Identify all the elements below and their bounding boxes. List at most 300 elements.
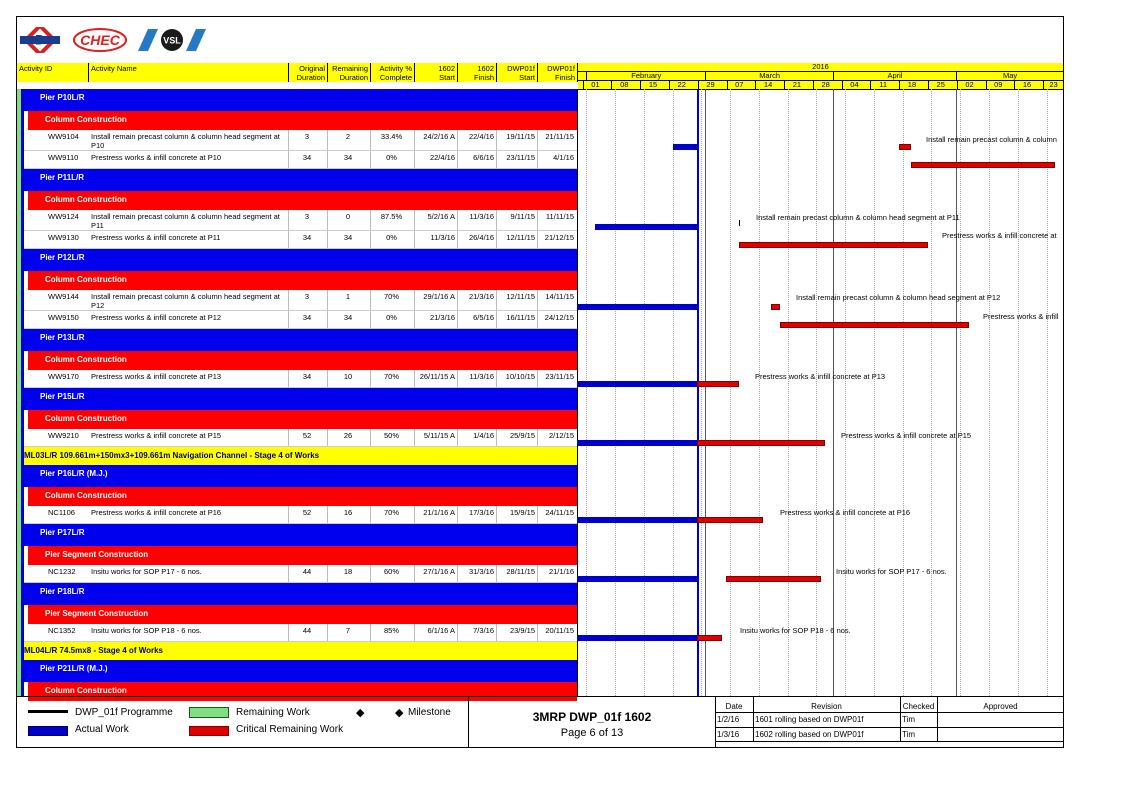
cell-name: Prestress works & infill concrete at P16	[91, 509, 222, 517]
table-row	[24, 151, 577, 169]
cell-s1: 21/1/16 A	[423, 509, 455, 517]
cell-divider	[414, 506, 415, 524]
cell-divider	[370, 429, 371, 447]
revision-cell: 1/2/16	[717, 715, 740, 724]
cell-divider	[288, 429, 289, 447]
legend-milestone: Milestone	[408, 707, 451, 718]
cell-divider	[457, 311, 458, 329]
cell-divider	[537, 290, 538, 311]
milestone-icon: ◆	[356, 707, 365, 719]
group-band	[24, 642, 577, 660]
bar-critical-ww9144	[771, 304, 779, 310]
timescale-line-3	[578, 89, 1063, 90]
legend-remaining: Remaining Work	[236, 707, 310, 718]
group-band	[28, 191, 577, 210]
week-label: 21	[784, 80, 809, 89]
bar-label: Insitu works for SOP P17 - 6 nos.	[836, 567, 947, 576]
cell-f2: 21/1/16	[548, 568, 574, 576]
cell-divider	[414, 565, 415, 583]
revision-vline	[753, 697, 754, 741]
bar-actual-nc1232	[577, 576, 697, 582]
group-band	[24, 465, 577, 487]
bar-critical-nc1106	[697, 517, 763, 523]
cell-id: WW9144	[48, 293, 79, 301]
week-label: 16	[1014, 80, 1039, 89]
cell-divider	[496, 565, 497, 583]
group-label: Column Construction	[45, 414, 127, 423]
svg-text:D: D	[34, 31, 46, 48]
cell-divider	[288, 624, 289, 642]
cell-divider	[414, 210, 415, 231]
cell-pct: 0%	[386, 234, 397, 242]
group-label: Pier P13L/R	[40, 333, 85, 342]
cell-divider	[327, 151, 328, 169]
cell-divider	[370, 231, 371, 249]
revision-hline	[715, 712, 1064, 713]
week-label: 18	[899, 80, 924, 89]
vsl-logo	[138, 27, 208, 53]
grid-line-month	[833, 89, 834, 696]
grid-line-week	[960, 89, 961, 696]
table-row	[24, 231, 577, 249]
legend-actual-swatch	[28, 726, 68, 736]
table-row	[24, 311, 577, 329]
cell-pct: 33.4%	[380, 133, 403, 141]
bar-critical-ww9150	[780, 322, 969, 328]
group-label: Column Construction	[45, 686, 127, 695]
cell-s2: 12/11/15	[506, 234, 535, 242]
grid-line-week	[989, 89, 990, 696]
cell-od: 44	[302, 568, 312, 576]
week-label: 11	[870, 80, 895, 89]
cell-divider	[288, 370, 289, 388]
cell-s2: 23/11/15	[506, 154, 535, 162]
group-band	[24, 329, 577, 351]
bar-label: Insitu works for SOP P18 - 6 nos.	[740, 626, 851, 635]
svg-text:VSL: VSL	[163, 35, 181, 46]
group-label: Pier P11L/R	[40, 173, 85, 182]
group-band	[24, 169, 577, 191]
column-header-finish-dwp: DWP01f Finish	[538, 63, 578, 82]
grid-line-week	[730, 89, 731, 696]
group-label: Column Construction	[45, 115, 127, 124]
bar-actual-ww9104	[673, 144, 698, 150]
cell-name: Prestress works & infill concrete at P13	[91, 373, 222, 381]
bar-actual-ww9210	[577, 440, 697, 446]
cell-f1: 1/4/16	[473, 432, 494, 440]
cell-divider	[537, 565, 538, 583]
group-label: Pier P18L/R	[40, 587, 85, 596]
cell-divider	[457, 370, 458, 388]
cell-divider	[288, 311, 289, 329]
revision-hline	[715, 727, 1064, 728]
group-label: Pier P10L/R	[40, 93, 85, 102]
group-band	[28, 605, 577, 624]
cell-f2: 4/1/16	[553, 154, 574, 162]
cell-od: 34	[302, 154, 312, 162]
group-label: Pier P21L/R (M.J.)	[40, 664, 108, 673]
bar-critical-ww9130	[739, 242, 928, 248]
cell-divider	[327, 565, 328, 583]
cell-id: WW9110	[48, 154, 79, 162]
cell-s1: 24/2/16 A	[423, 133, 455, 141]
cell-rd: 26	[343, 432, 353, 440]
cell-divider	[327, 231, 328, 249]
cell-divider	[414, 429, 415, 447]
grid-line-week	[759, 89, 760, 696]
revision-vline	[937, 697, 938, 741]
bar-actual-ww9170	[577, 381, 697, 387]
group-band	[28, 487, 577, 506]
cell-s2: 28/11/15	[506, 568, 535, 576]
cell-divider	[370, 506, 371, 524]
revision-cell: 1601 rolling based on DWP01f	[755, 715, 864, 724]
cell-id: WW9210	[48, 432, 79, 440]
cell-f1: 11/3/16	[469, 213, 494, 221]
cell-od: 44	[302, 627, 312, 635]
week-label: 14	[755, 80, 780, 89]
cell-divider	[288, 231, 289, 249]
legend-remaining-swatch	[189, 707, 229, 718]
cell-id: WW9104	[48, 133, 79, 141]
cell-divider	[537, 311, 538, 329]
week-label: 09	[986, 80, 1011, 89]
week-label: 22	[669, 80, 694, 89]
cell-divider	[370, 624, 371, 642]
cell-pct: 85%	[383, 627, 399, 635]
cell-f1: 26/4/16	[468, 234, 494, 242]
week-label: 29	[698, 80, 723, 89]
revision-header: Checked	[902, 702, 935, 711]
grid-line-week	[1047, 89, 1048, 696]
table-row	[24, 290, 577, 311]
cell-divider	[327, 624, 328, 642]
table-row	[24, 370, 577, 388]
group-label: Pier Segment Construction	[45, 609, 149, 618]
cell-divider	[414, 151, 415, 169]
cell-id: WW9124	[48, 213, 79, 221]
cell-f2: 2/12/15	[548, 432, 574, 440]
cell-s2: 23/9/15	[509, 627, 535, 635]
cell-id: WW9150	[48, 314, 79, 322]
milestone-icon-2: ◆	[395, 707, 404, 719]
cell-s1: 27/1/16 A	[423, 568, 455, 576]
cell-id: NC1352	[48, 627, 76, 635]
cell-f2: 20/11/15	[545, 627, 574, 635]
cell-rd: 7	[345, 627, 351, 635]
cell-pct: 60%	[383, 568, 399, 576]
revision-vline	[900, 697, 901, 741]
bar-actual-nc1106	[577, 517, 697, 523]
legend-actual: Actual Work	[75, 724, 129, 735]
cell-divider	[327, 290, 328, 311]
cell-divider	[288, 130, 289, 151]
bar-critical-ww9104	[899, 144, 911, 150]
week-label: 07	[727, 80, 752, 89]
timescale-year: 2016	[812, 62, 829, 71]
group-label: Pier P17L/R	[40, 528, 85, 537]
bar-critical-nc1352	[697, 635, 722, 641]
cell-divider	[457, 506, 458, 524]
cell-s2: 25/9/15	[509, 432, 535, 440]
cell-divider	[537, 210, 538, 231]
group-label: Pier P12L/R	[40, 253, 85, 262]
cell-f2: 11/11/15	[545, 213, 574, 221]
cell-divider	[537, 231, 538, 249]
cell-divider	[496, 210, 497, 231]
revision-header: Revision	[811, 702, 842, 711]
group-label: Column Construction	[45, 355, 127, 364]
cell-divider	[414, 130, 415, 151]
group-label: ML03L/R 109.661m+150mx3+109.661m Navigation Channel - Stage 4 of Works	[24, 451, 320, 460]
cell-name: Prestress works & infill concrete at P11	[91, 234, 221, 242]
week-label: 04	[842, 80, 867, 89]
cell-divider	[370, 565, 371, 583]
cell-f1: 6/6/16	[473, 154, 494, 162]
cell-f2: 24/12/15	[544, 314, 574, 322]
cell-rd: 34	[343, 314, 353, 322]
cell-divider	[327, 311, 328, 329]
gantt-left-border	[577, 89, 578, 696]
bar-label: Prestress works & infill concrete at P13	[755, 372, 886, 381]
cell-divider	[496, 506, 497, 524]
grid-line-week	[788, 89, 789, 696]
group-label: Pier Segment Construction	[45, 550, 149, 559]
cell-divider	[496, 151, 497, 169]
cell-id: NC1232	[48, 568, 76, 576]
cell-s2: 10/10/15	[505, 373, 535, 381]
group-label: Pier P15L/R	[40, 392, 85, 401]
cell-rd: 2	[345, 133, 351, 141]
cell-divider	[457, 624, 458, 642]
cell-od: 3	[304, 213, 310, 221]
grid-line-month	[705, 89, 706, 696]
cell-f1: 17/3/16	[468, 509, 494, 517]
cell-divider	[496, 290, 497, 311]
table-row	[24, 210, 577, 231]
bar-actual-nc1352	[577, 635, 697, 641]
cell-divider	[327, 210, 328, 231]
table-row	[24, 565, 577, 583]
group-label: Column Construction	[45, 275, 127, 284]
cell-s2: 15/9/15	[509, 509, 535, 517]
group-band	[24, 89, 577, 111]
legend-programme-swatch	[28, 710, 68, 713]
bar-critical-ww9210	[697, 440, 824, 446]
revision-header: Approved	[983, 702, 1018, 711]
month-label-february: February	[586, 71, 705, 80]
cell-f1: 11/3/16	[469, 373, 494, 381]
cell-pct: 0%	[386, 154, 397, 162]
grid-line-week	[845, 89, 846, 696]
cell-name: Install remain precast column & column head segment at P12	[91, 293, 280, 310]
cell-rd: 16	[343, 509, 353, 517]
cell-name: Prestress works & infill concrete at P10	[91, 154, 222, 162]
grid-line-week	[615, 89, 616, 696]
group-label: Column Construction	[45, 491, 127, 500]
cell-divider	[457, 151, 458, 169]
cell-divider	[370, 130, 371, 151]
group-label: Pier P16L/R (M.J.)	[40, 469, 108, 478]
cell-divider	[537, 130, 538, 151]
column-header-activity-id: Activity ID	[17, 63, 89, 82]
cell-f2: 14/11/15	[545, 293, 574, 301]
week-label: 28	[813, 80, 838, 89]
cell-f1: 31/3/16	[468, 568, 494, 576]
group-band	[28, 111, 577, 130]
week-label: 01	[583, 80, 608, 89]
cell-pct: 0%	[386, 314, 397, 322]
left-strip-blue	[21, 89, 24, 696]
cell-od: 34	[302, 314, 312, 322]
cell-s2: 9/11/15	[510, 213, 535, 221]
cell-name: Prestress works & infill concrete at P12	[91, 314, 222, 322]
bar-label: Install remain precast column & column	[926, 135, 1057, 144]
cell-divider	[496, 429, 497, 447]
svg-text:CHEC: CHEC	[80, 32, 120, 48]
cell-divider	[414, 311, 415, 329]
cell-s2: 16/11/15	[506, 314, 535, 322]
cell-divider	[537, 506, 538, 524]
cell-divider	[288, 290, 289, 311]
revision-cell: Tim	[902, 715, 916, 724]
cell-f1: 22/4/16	[468, 133, 494, 141]
column-header-finish-1602: 1602 Finish	[458, 63, 497, 82]
grid-line-week	[586, 89, 587, 696]
cell-pct: 70%	[383, 373, 399, 381]
grid-line-month	[956, 89, 957, 696]
cell-name: Insitu works for SOP P18 - 6 nos.	[91, 627, 202, 635]
column-header-activity-name: Activity Name	[89, 63, 289, 82]
cell-od: 52	[302, 432, 312, 440]
cell-s1: 6/1/16 A	[427, 627, 455, 635]
bar-actual-ww9124	[595, 224, 698, 230]
grid-line-week	[701, 89, 702, 696]
grid-line-week	[931, 89, 932, 696]
data-date-line	[697, 89, 699, 696]
cell-divider	[537, 370, 538, 388]
cell-s1: 11/3/16	[430, 234, 455, 242]
column-header-rem-dur: Remaining Duration	[328, 63, 371, 82]
cell-divider	[457, 231, 458, 249]
revision-header: Date	[725, 702, 743, 711]
cell-divider	[537, 151, 538, 169]
group-band	[28, 410, 577, 429]
cell-pct: 87.5%	[380, 213, 403, 221]
week-label: 02	[957, 80, 982, 89]
cell-pct: 70%	[383, 509, 399, 517]
cell-id: WW9170	[48, 373, 79, 381]
cell-divider	[370, 210, 371, 231]
cell-s1: 5/2/16 A	[427, 213, 455, 221]
group-label: ML04L/R 74.5mx8 - Stage 4 of Works	[24, 646, 164, 655]
cell-divider	[370, 311, 371, 329]
cell-s1: 29/1/16 A	[423, 293, 455, 301]
cell-divider	[457, 130, 458, 151]
group-band	[24, 660, 577, 682]
cell-pct: 70%	[383, 293, 399, 301]
month-label-may: May	[956, 71, 1063, 80]
group-label: Column Construction	[45, 195, 127, 204]
cell-s2: 12/11/15	[506, 293, 535, 301]
legend-critical: Critical Remaining Work	[236, 724, 344, 735]
d-logo	[20, 27, 60, 53]
title-block-title: 3MRP DWP_01f 1602	[532, 710, 652, 724]
column-header-act-pct: Activity % Complete	[371, 63, 415, 82]
revision-cell: 1/3/16	[717, 730, 740, 739]
cell-id: WW9130	[48, 234, 79, 242]
cell-divider	[288, 506, 289, 524]
legend-critical-swatch	[189, 726, 229, 736]
bar-label: Prestress works & infill concrete at P15	[841, 431, 972, 440]
cell-divider	[496, 311, 497, 329]
cell-rd: 34	[343, 154, 353, 162]
cell-s2: 19/11/15	[506, 133, 535, 141]
column-header-orig-dur: Original Duration	[289, 63, 328, 82]
cell-divider	[288, 565, 289, 583]
cell-f2: 21/11/15	[545, 133, 574, 141]
cell-divider	[370, 151, 371, 169]
grid-line-week	[673, 89, 674, 696]
month-label-april: April	[833, 71, 956, 80]
bar-label: Install remain precast column & column head segment at P11	[756, 213, 960, 222]
cell-divider	[327, 429, 328, 447]
cell-f1: 7/3/16	[473, 627, 494, 635]
cell-divider	[414, 290, 415, 311]
cell-divider	[457, 565, 458, 583]
grid-line-week	[644, 89, 645, 696]
cell-rd: 0	[345, 213, 351, 221]
cell-rd: 18	[343, 568, 353, 576]
cell-divider	[288, 151, 289, 169]
cell-divider	[414, 624, 415, 642]
cell-f2: 23/11/15	[545, 373, 574, 381]
table-row	[24, 429, 577, 447]
cell-name: Install remain precast column & column head segment at P11	[91, 213, 280, 230]
cell-divider	[496, 130, 497, 151]
cell-divider	[496, 370, 497, 388]
cell-rd: 1	[345, 293, 351, 301]
cell-divider	[370, 370, 371, 388]
column-header-start-dwp: DWP01f Start	[497, 63, 538, 82]
cell-divider	[327, 506, 328, 524]
week-label: 08	[611, 80, 636, 89]
table-row	[24, 130, 577, 151]
group-band	[28, 351, 577, 370]
week-label: 25	[928, 80, 953, 89]
group-band	[24, 388, 577, 410]
cell-divider	[537, 624, 538, 642]
cell-divider	[370, 290, 371, 311]
week-label: 15	[640, 80, 665, 89]
revision-cell: Tim	[902, 730, 916, 739]
cell-divider	[457, 210, 458, 231]
bar-milestone-tick	[739, 220, 740, 226]
group-band	[28, 546, 577, 565]
grid-line-week	[816, 89, 817, 696]
group-band	[24, 583, 577, 605]
bar-critical-nc1232	[726, 576, 821, 582]
cell-rd: 10	[343, 373, 353, 381]
cell-divider	[414, 370, 415, 388]
cell-pct: 50%	[383, 432, 399, 440]
bar-label: Prestress works & infill concrete at P16	[780, 508, 911, 517]
cell-divider	[496, 231, 497, 249]
title-block-page: Page 6 of 13	[560, 727, 624, 739]
bar-label: Prestress works & infill	[983, 312, 1059, 321]
cell-od: 3	[304, 293, 310, 301]
cell-divider	[457, 290, 458, 311]
